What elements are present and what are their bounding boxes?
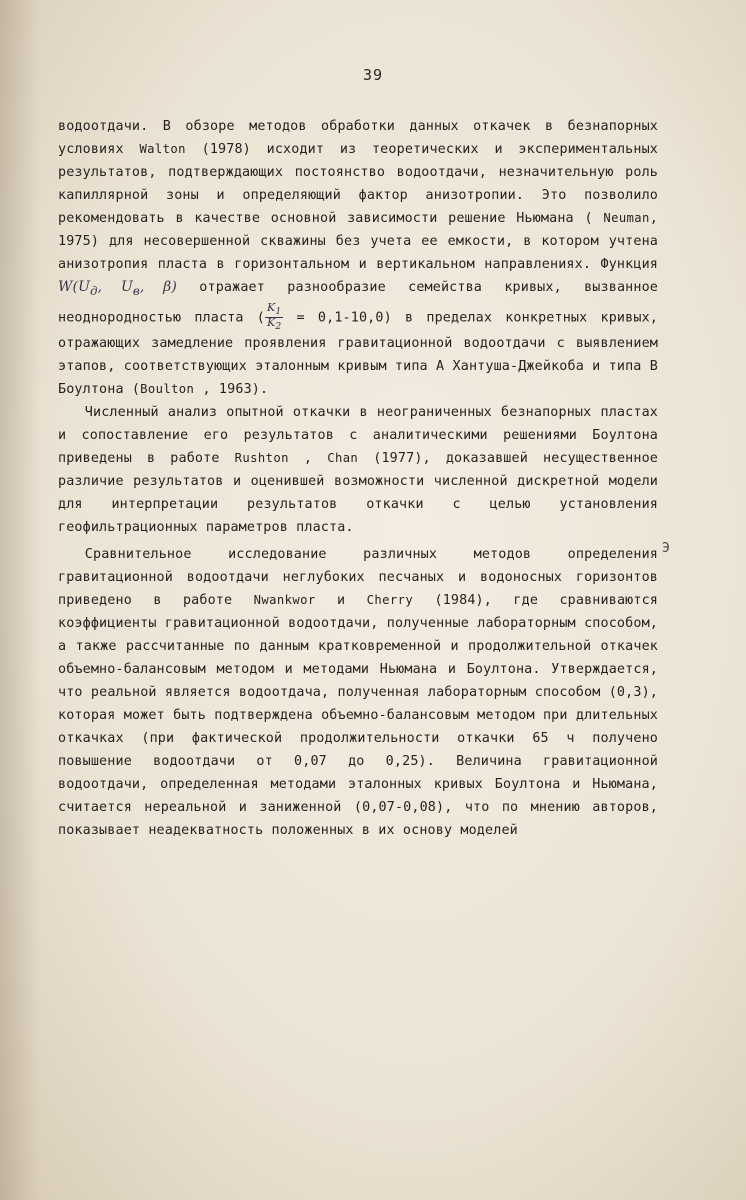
margin-mark: Э	[662, 541, 670, 556]
text-run: = 0,1-10,0) в пределах конкретных кривых, отражающих замедление проявления гравитационной водоотдачи с выявлением этапов, соответствующих эталонным кривым типа А Хантуша-Джейкоба и типа В Боултона (	[58, 310, 658, 398]
text-run: (1984), где сравниваются коэффициенты гравитационной водоотдачи, полученные лабораторным способом, а также рассчитанные по данным кратковременной и продолжительной откачек объемно-балансовым методом и методами Ньюмана и Боултона. Утверждается, что реальной является водоотдача, полученная лабораторным способом (0,3), которая может быть подтверждена объемно-балансовым методом при длительных откачках (при фактической продолжительности откачки 65 ч получено повышение водоотдачи от 0,07 до 0,25). Величина гравитационной водоотдачи, определенная методами эталонных кривых Боултона и Ньюмана, считается нереальной и заниженной (0,07-0,08), что по мнению авторов, показывает неадекватность положенных в их основу моделей	[58, 593, 659, 839]
page-edge-shadow	[0, 0, 40, 1200]
formula-part: W(U	[58, 279, 91, 295]
formula-part: , β)	[139, 279, 177, 295]
citation-author: Cherry	[366, 593, 414, 608]
text-run: Численный анализ опытной откачки в неограниченных безнапорных пластах и сопоставление его результатов с аналитическими решениями Боултона приведены в работе	[58, 405, 658, 467]
fraction-symbol: K	[267, 300, 276, 314]
paragraph-3	[58, 543, 658, 842]
citation-author: Neuman	[603, 211, 650, 225]
text-run: отражает разнообразие семейства кривых, вызванное неоднородностью пласта (	[58, 280, 659, 326]
text-run: водоотдачи. В обзоре методов обработки данных откачек в безнапорных условиях	[58, 119, 658, 157]
text-run: и	[315, 593, 367, 609]
text-run: , 1975) для несовершенной скважины без учета ее емкости, в котором учтена анизотропия пласта в горизонтальном и вертикальном направлениях. Функция	[58, 211, 658, 272]
handwritten-function	[58, 279, 177, 298]
text-run: Сравнительное исследование различных методов определения гравитационной водоотдачи неглубоких песчаных и водоносных горизонтов приведено в работе	[58, 547, 658, 609]
formula-subscript: в	[132, 283, 140, 298]
fraction-subscript: 2	[275, 321, 282, 333]
citation-author: Boulton	[140, 382, 195, 397]
fraction-symbol: K	[267, 315, 276, 329]
citation-author: Rushton	[234, 451, 289, 466]
text-run: , 1963).	[194, 382, 269, 398]
fraction-denominator	[265, 315, 283, 333]
page-number: 39	[362, 66, 384, 84]
citation-author: Chan	[327, 451, 359, 466]
text-run: ,	[288, 451, 328, 467]
handwritten-fraction	[265, 300, 283, 333]
citation-author: Nwankwor	[253, 593, 316, 608]
text-run: (1978) исходит из теоретических и экспериментальных результатов, подтверждающих постоянство водоотдачи, незначительную роль капиллярной зоны и определяющий фактор анизотропии. Это позволило рекомендовать в качестве основной зависимости решение Ньюмана (	[58, 142, 658, 226]
paragraph-1	[58, 115, 658, 401]
body-text	[58, 115, 658, 842]
fraction-subscript: 1	[275, 305, 282, 317]
formula-part: , U	[97, 279, 133, 295]
text-run: (1977), доказавшей несущественное различие результатов и оценившей возможности численной дискретной модели для интерпретации результатов откачки с целью установления геофильтрационных параметров пласта.	[58, 451, 658, 536]
paragraph-2	[58, 401, 658, 539]
citation-author: Walton	[139, 142, 186, 156]
formula-subscript: д	[90, 283, 98, 298]
